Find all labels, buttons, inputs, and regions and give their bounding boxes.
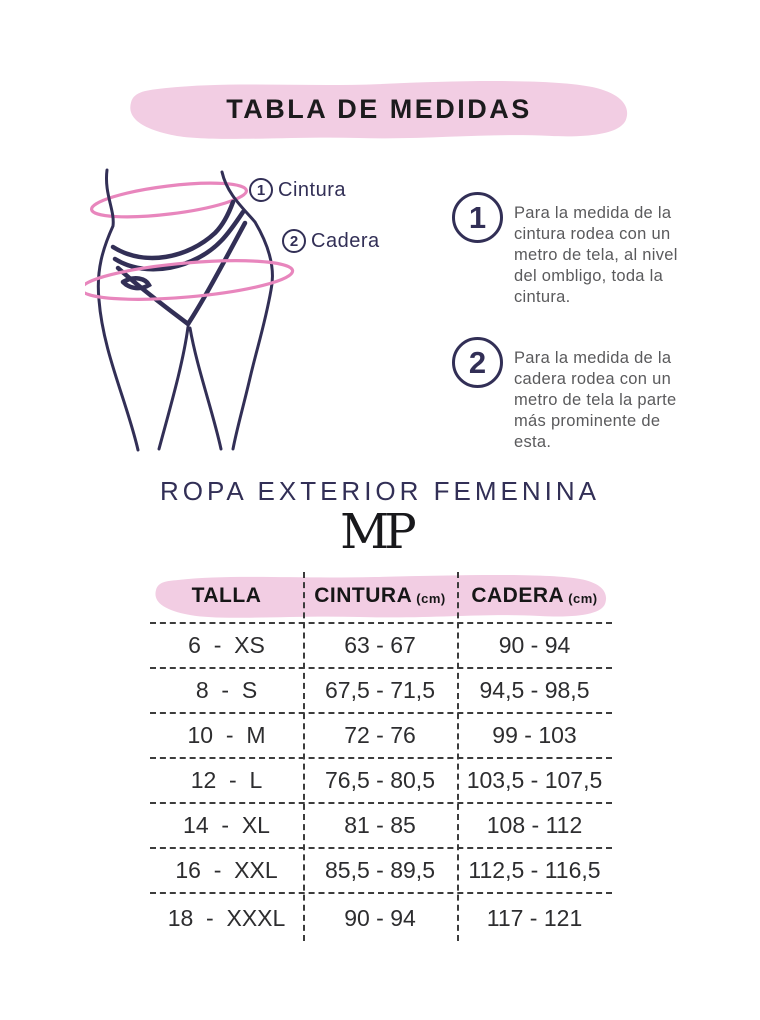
column-header-cadera [457,573,612,619]
cell-talla: 10 - M [187,722,266,748]
cell-talla: 18 - XXXL [167,904,286,931]
table-row [150,624,612,669]
brand-logo: MP [340,504,412,560]
number-1-badge-icon: 1 [249,178,273,202]
table-row [150,669,612,714]
cell-talla: 6 - XS [188,632,265,658]
cell-cintura: 81 - 85 [344,812,416,838]
cell-cintura: 67,5 - 71,5 [325,677,435,703]
column-header-cadera-label: CADERA [471,584,565,607]
cadera-unit-label: (cm) [568,590,598,606]
size-table [150,573,612,942]
cell-talla: 14 - XL [183,812,270,838]
waist-label: Cintura [278,178,346,201]
cell-cintura: 63 - 67 [344,632,416,658]
cell-cintura: 90 - 94 [344,904,416,931]
instruction-step-2-text: Para la medida de la cadera rodea con un metro de tela la parte más prominente de esta. [514,349,677,451]
cell-cintura: 76,5 - 80,5 [325,767,435,793]
diagram-label-hip [282,229,380,253]
table-row [150,849,612,894]
instruction-step-1 [452,192,702,308]
instruction-step-1-text: Para la medida de la cintura rodea con un metro de tela, al nivel del ombligo, toda la cintura. [514,204,678,306]
number-2-badge-icon: 2 [282,229,306,253]
column-header-cintura [303,573,457,619]
cell-cadera: 112,5 - 116,5 [468,857,601,883]
cell-cadera: 90 - 94 [498,632,571,658]
cell-cadera: 99 - 103 [492,722,577,748]
section-heading: ROPA EXTERIOR FEMENINA [159,476,600,506]
table-column-divider-1 [303,572,305,941]
cintura-unit-label: (cm) [416,590,446,606]
table-row [150,759,612,804]
step-1-badge-icon: 1 [452,192,503,243]
cell-talla: 12 - L [190,767,263,793]
title-banner [123,78,635,141]
cell-cadera: 94,5 - 98,5 [479,677,590,703]
step-2-badge-icon: 2 [452,337,503,388]
cell-cadera: 117 - 121 [486,904,583,931]
diagram-label-waist [249,178,346,202]
table-row [150,714,612,759]
size-table-rows [150,622,612,942]
cell-cadera: 108 - 112 [486,812,583,838]
column-header-talla [150,573,303,619]
instruction-step-2 [452,337,702,453]
cell-cadera: 103,5 - 107,5 [466,767,603,793]
cell-cintura: 72 - 76 [344,722,416,748]
hip-label: Cadera [311,229,380,252]
page-title: TABLA DE MEDIDAS [226,94,532,124]
cell-talla: 16 - XXL [175,857,278,883]
size-table-header [150,573,612,619]
table-row [150,894,612,942]
table-column-divider-2 [457,572,459,941]
cell-cintura: 85,5 - 89,5 [325,857,435,883]
column-header-cintura-label: CINTURA [314,584,413,607]
table-row [150,804,612,849]
cell-talla: 8 - S [195,677,258,703]
column-header-talla-label: TALLA [191,584,262,607]
